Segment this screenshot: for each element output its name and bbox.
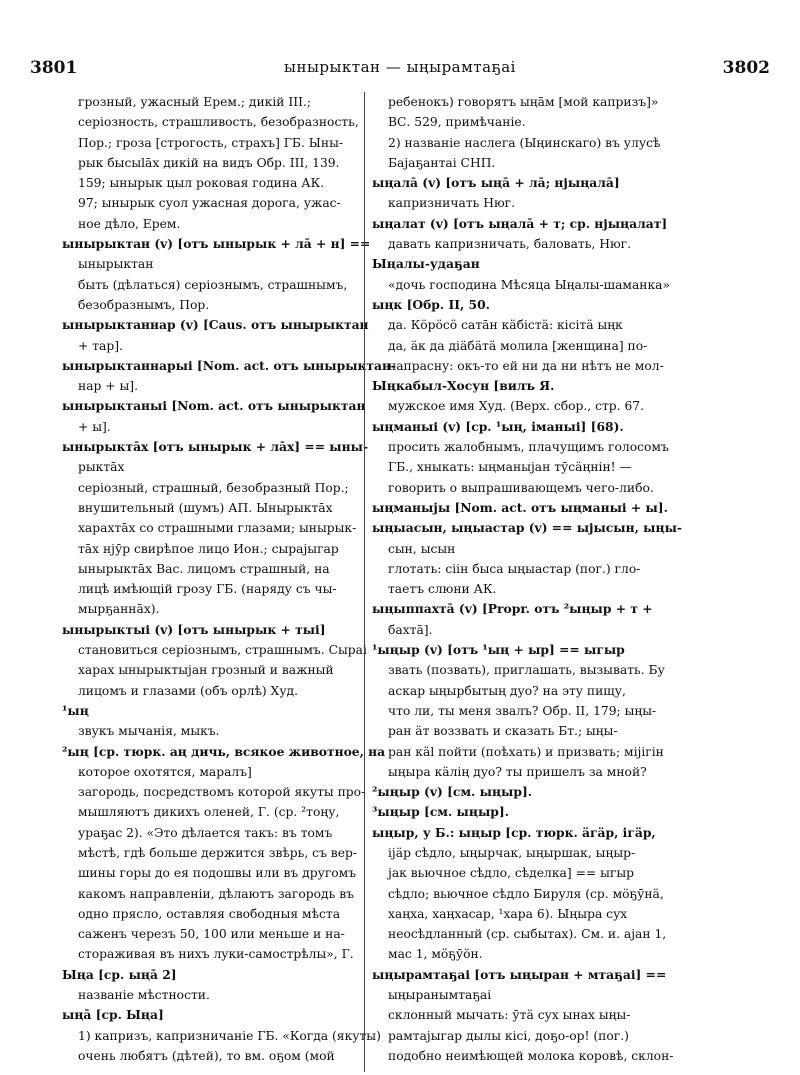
entry-text-line: да, ӓк да дiӓбӓтӓ молила [женщина] по- (388, 338, 648, 353)
entry-text-line: мырҕаннāх). (78, 602, 160, 617)
entry-headword-line: ыңыр, у Б.: ыңыр [ср. тюрк. ӓгӓр, iгӓр, (372, 824, 656, 840)
entry-headword-line: ынырыктаныі [Nom. act. отъ ынырыктан (62, 398, 366, 414)
entry-headword-line: ынырыктāх [отъ ынырык + лāх] == ыны- (62, 439, 369, 455)
entry-text-line: которое охотятся, маралъ] (78, 764, 252, 779)
entry-text-line: јак вьючное сѣдло, сѣделка] == ыгыр (388, 866, 634, 881)
page-number-right: 3802 (722, 58, 770, 78)
entry-text-line: ынырыктан (78, 257, 154, 272)
entry-text-line: сѣдло; вьючное сѣдло Бируля (ср. мӧҕӯнӓ, (388, 886, 664, 901)
entry-text-line: ынырыктāх Вас. лицомъ страшный, на (78, 561, 330, 576)
entry-text-line: 2) названiе наслега (Ыңинскаго) въ улусѣ (388, 135, 661, 150)
entry-text-line: звать (позвать), приглашать, вызывать. Бу (388, 663, 665, 678)
entry-text-line: мышляютъ дикихъ оленей, Г. (ср. ²тоңу, (78, 805, 340, 820)
entry-headword-line: ынырыктан (v) [отъ ынырык + лā + н] == (62, 236, 371, 252)
page-header (30, 58, 770, 82)
page-number-left: 3801 (30, 58, 78, 78)
entry-text-line: мас 1, мӧҕӯӧн. (388, 947, 483, 962)
entry-text-line: рамтаjыгар дылы кiсi, доҕо-ор! (пог.) (388, 1028, 629, 1043)
entry-headword-line: ыңалā (v) [отъ ыңā + лā; нјыңалā] (372, 175, 620, 191)
entry-headword-line: ыңманыі (v) [ср. ¹ың, iманыі] [68). (372, 418, 624, 434)
entry-text-line: напрасну: окъ-то ей ни да ни нѣтъ не мол- (388, 358, 664, 373)
entry-text-line: неосѣдланный (ср. сыбытах). См. и. аjан 1, (388, 927, 667, 942)
entry-text-line: названiе мѣстности. (78, 988, 210, 1003)
entry-text-line: звукъ мычанiя, мыкъ. (78, 724, 220, 739)
column-divider (364, 92, 365, 1072)
entry-text-line: нар + ы]. (78, 379, 139, 394)
entry-headword-line: ыңалат (v) [отъ ыңалā + т; ср. нјыңалат] (372, 215, 668, 231)
entry-headword-line: ынырыктаннарыі [Nom. act. отъ ынырыктан- (62, 357, 397, 373)
entry-text-line: серiозность, страшливость, безобразность, (78, 115, 359, 130)
entry-headword-line: ыңā [ср. Ыңа] (62, 1007, 164, 1023)
entry-text-line: ыңыранымтаҕаі (388, 988, 492, 1003)
entry-headword-line: ынырыктаннар (v) [Caus. отъ ынырыктан (62, 317, 369, 333)
entry-text-line: саженъ черезъ 50, 100 или меньше и на- (78, 927, 345, 942)
entry-headword-line: ынырыктыі (v) [отъ ынырык + тыі] (62, 621, 326, 637)
entry-text-line: быть (дѣлаться) серiознымъ, страшнымъ, (78, 277, 348, 292)
entry-text-line: склонный мычать: ӯтӓ сух ынах ыңы- (388, 1008, 631, 1023)
entry-text-line: внушительный (шумъ) АП. Ынырыктāх (78, 500, 333, 515)
entry-text-line: + тар]. (78, 338, 123, 353)
entry-headword-line: ыңк [Обр. II, 50. (372, 296, 490, 312)
entry-text-line: какомъ направленiи, дѣлаютъ загородь въ (78, 886, 354, 901)
entry-text-line: что ли, ты меня звалъ? Обр. II, 179; ыңы- (388, 703, 657, 718)
entry-text-line: аскар ыңырбытың дуо? на эту пищу, (388, 683, 626, 698)
entry-text-line: тāх нјӯр свирѣпое лицо Ион.; сыраjыгар (78, 541, 339, 556)
entry-headword-line: ыңырамтаҕаі [отъ ыңыран + мтаҕаі] == (372, 966, 667, 982)
entry-headword-line: ыңыасын, ыңыастар (v) == ыјысын, ыңы- (372, 520, 683, 536)
entry-text-line: шины горы до ея подошвы или въ другомъ (78, 866, 357, 881)
entry-headword-line: ¹ыңыр (v) [отъ ¹ың + ыр] == ыгыр (372, 642, 625, 658)
entry-headword-line: ²ың [ср. тюрк. аң дичь, всякое животное, на (62, 743, 386, 759)
entry-text-line: стораживая въ нихъ луки-самострѣлы», Г. (78, 947, 354, 962)
entry-headword-line: ³ыңыр [см. ыңыр]. (372, 804, 509, 820)
entry-text-line: лицомъ и глазами (объ орлѣ) Худ. (78, 683, 299, 698)
entry-text-line: сын, ысын (388, 541, 456, 556)
entry-text-line: «дочь господина Мѣсяца Ыңалы-шаманка» (388, 277, 671, 292)
entry-text-line: становиться серiознымъ, страшнымъ. Сыраі (78, 643, 367, 658)
entry-text-line: Баjаҕантаі СНП. (388, 155, 496, 170)
entry-headword-line: ¹ың (62, 702, 89, 718)
entry-text-line: 1) капризъ, капризничанiе ГБ. «Когда (якуты) (78, 1028, 381, 1043)
entry-headword-line: Ыңалы-удаҕан (372, 256, 480, 272)
running-title: ынырыктан — ыңырамтаҕаі (284, 58, 516, 76)
entry-text-line: безобразнымъ, Пор. (78, 297, 210, 312)
entry-headword-line: Ыңа [ср. ыңā 2] (62, 966, 177, 982)
entry-headword-line: Ыңкабыл-Хосун [вилъ Я. (372, 378, 555, 394)
entry-text-line: мужское имя Худ. (Верх. сбор., стр. 67. (388, 399, 645, 414)
entry-text-line: говорить о выпрашивающемъ чего-либо. (388, 480, 654, 495)
entry-text-line: загородь, посредствомъ которой якуты про- (78, 785, 366, 800)
entry-text-line: харахтāх со страшными глазами; ынырык- (78, 521, 357, 536)
entry-text-line: серiозный, страшный, безобразный Пор.; (78, 480, 349, 495)
entry-text-line: таетъ слюни АК. (388, 582, 497, 597)
entry-text-line: ВС. 529, примѣчанiе. (388, 115, 526, 130)
left-column (62, 92, 397, 1075)
entry-headword-line: ²ыңыр (v) [см. ыңыр]. (372, 784, 533, 800)
entry-text-line: рыктāх (78, 460, 125, 475)
entry-text-line: глотать: сiiн быса ыңыастар (пог.) гло- (388, 561, 641, 576)
entry-text-line: грозный, ужасный Ерем.; дикій ІІІ.; (78, 95, 312, 109)
entry-text-line: бахтā]. (388, 622, 433, 637)
entry-text-line: харах ынырыктыjан грозный и важный (78, 663, 334, 678)
entry-text-line: просить жалобнымъ, плачущимъ голосомъ (388, 440, 669, 455)
entry-text-line: мѣстѣ, гдѣ больше держится звѣрь, съ вер- (78, 845, 358, 860)
entry-text-line: лицѣ имѣющій грозу ГБ. (наряду съ чы- (78, 582, 337, 597)
entry-text-line: ран кӓl пойти (поѣхать) и призвать; мiјiгiн (388, 744, 664, 759)
entry-text-line: очень любятъ (дѣтей), то вм. оҕом (мой (78, 1048, 335, 1063)
right-column (372, 92, 748, 1075)
entry-text-line: рык бысыlāх дикій на видъ Обр. III, 139. (78, 155, 340, 170)
entry-text-line: Пор.; гроза [строгость, страхъ] ГБ. Ыны- (78, 135, 344, 150)
entry-text-line: да. Кӧрӧсӧ сатāн кӓбiстӓ: кiсiтӓ ыңк (388, 318, 623, 333)
entry-headword-line: ыңыппахтā (v) [Propr. отъ ²ыңыр + т + (372, 601, 653, 617)
entry-text-line: 159; ынырык цыл роковая година АК. (78, 176, 325, 191)
entry-headword-line: ыңманыjы [Nom. act. отъ ыңманыі + ы]. (372, 499, 668, 515)
entry-text-line: ыңыра кӓлiң дуо? ты пришелъ за мной? (388, 764, 647, 779)
entry-text-line: давать капризничать, баловать, Нюг. (388, 237, 632, 252)
entry-text-line: + ы]. (78, 419, 111, 434)
entry-text-line: iјӓр сѣдло, ыңырчак, ыңыршак, ыңыр- (388, 845, 636, 860)
entry-text-line: хаңха, хаңхасар, ¹хара 6). Ыңыра сух (388, 906, 628, 921)
entry-text-line: одно прясло, оставляя свободныя мѣста (78, 906, 341, 921)
entry-text-line: ран ӓт воззвать и сказать Бт.; ыңы- (388, 724, 618, 739)
entry-text-line: ураҕас 2). «Это дѣлается такъ: въ томъ (78, 825, 333, 840)
entry-text-line: 97; ынырык суол ужасная дорога, ужас- (78, 196, 341, 211)
entry-text-line: капризничать Нюг. (388, 196, 516, 211)
entry-text-line: ребенокъ) говорятъ ыңāм [мой капризъ]» (388, 95, 659, 109)
entry-text-line: ное дѣло, Ерем. (78, 216, 181, 231)
entry-text-line: подобно неимѣющей молока коровѣ, склон- (388, 1048, 674, 1063)
entry-text-line: ГБ., хныкать: ыңманыjан тӯсӓңнiн! — (388, 460, 632, 475)
